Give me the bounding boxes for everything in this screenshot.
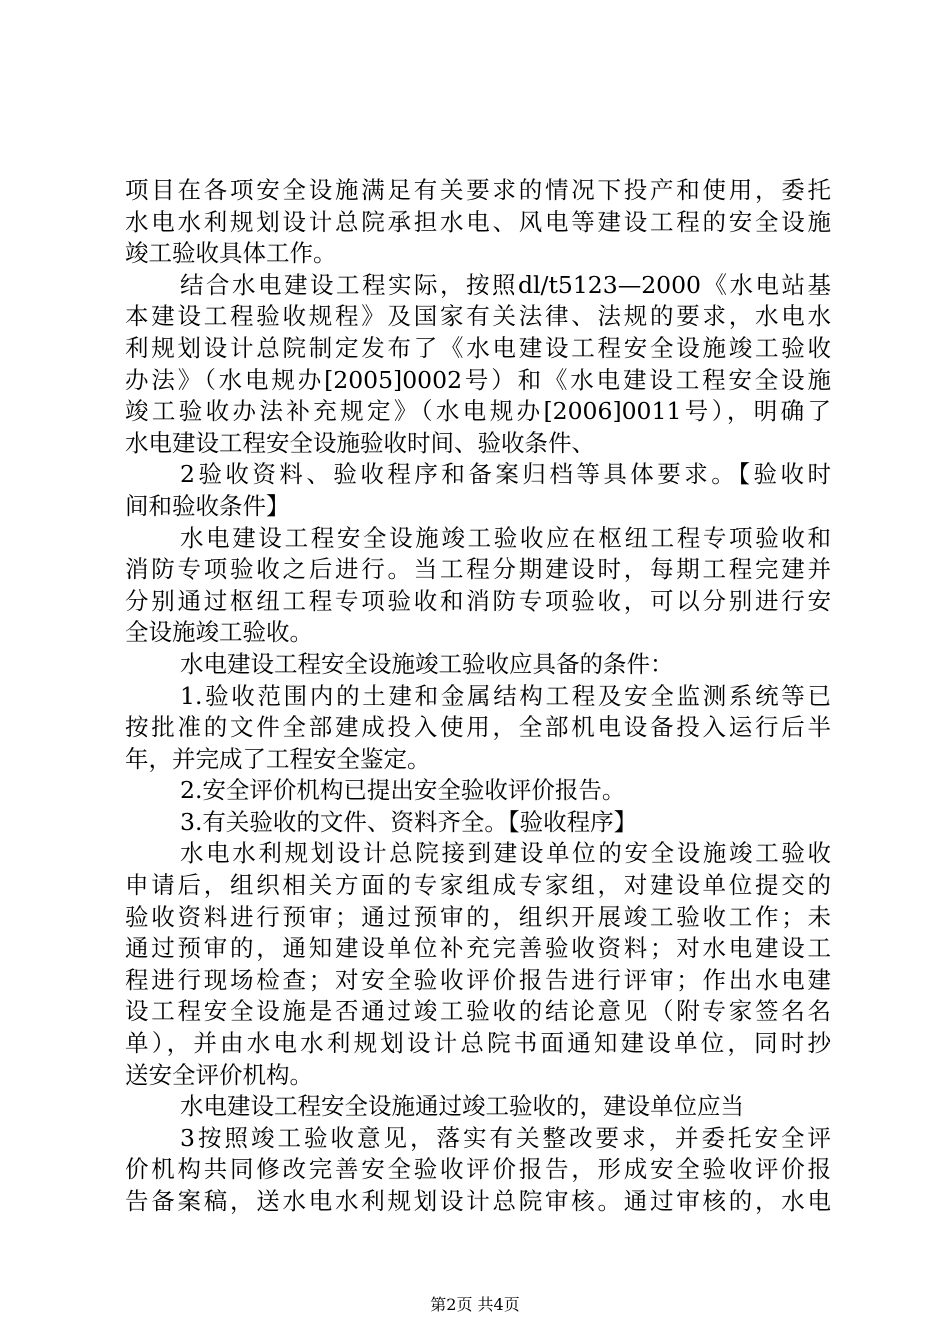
text-line: 2.安全评价机构已提出安全验收评价报告。 bbox=[180, 776, 626, 805]
text-line: 告备案稿，送水电水利规划设计总院审核。通过审核的，水电 bbox=[125, 1187, 831, 1215]
text-line: 水电建设工程安全设施通过竣工验收的，建设单位应当 bbox=[180, 1092, 744, 1121]
text-line: 办法》（水电规办[2005]0002号）和《水电建设工程安全设施 bbox=[125, 365, 831, 394]
text-line: 验收资料进行预审；通过预审的，组织开展竣工验收工作；未 bbox=[125, 902, 831, 931]
text-line: 水电水利规划设计总院接到建设单位的安全设施竣工验收 bbox=[180, 839, 831, 868]
text-line: 水电建设工程安全设施竣工验收应在枢纽工程专项验收和 bbox=[180, 523, 831, 552]
text-line: 年，并完成了工程安全鉴定。 bbox=[125, 744, 431, 773]
text-line: 送安全评价机构。 bbox=[125, 1060, 313, 1089]
text-line: 设工程安全设施是否通过竣工验收的结论意见（附专家签名名 bbox=[125, 997, 831, 1026]
text-line: 竣工验收具体工作。 bbox=[125, 239, 337, 268]
text-line: 价机构共同修改完善安全验收评价报告，形成安全验收评价报 bbox=[125, 1155, 831, 1184]
text-line: 水电水利规划设计总院承担水电、风电等建设工程的安全设施 bbox=[125, 207, 831, 236]
text-line: 1.验收范围内的土建和金属结构工程及安全监测系统等已 bbox=[180, 681, 831, 710]
text-line: 通过预审的，通知建设单位补充完善验收资料；对水电建设工 bbox=[125, 934, 831, 963]
text-line: 结合水电建设工程实际，按照dl/t5123—2000《水电站基 bbox=[180, 270, 831, 299]
text-line: 分别通过枢纽工程专项验收和消防专项验收，可以分别进行安 bbox=[125, 586, 831, 615]
text-line: 利规划设计总院制定发布了《水电建设工程安全设施竣工验收 bbox=[125, 333, 831, 362]
text-line: 水电建设工程安全设施验收时间、验收条件、 bbox=[125, 428, 595, 457]
text-line: 消防专项验收之后进行。当工程分期建设时，每期工程完建并 bbox=[125, 555, 831, 584]
text-line: 水电建设工程安全设施竣工验收应具备的条件： bbox=[180, 649, 674, 678]
page-number-footer: 第2页 共4页 bbox=[430, 1295, 520, 1314]
text-line: 全设施竣工验收。 bbox=[125, 618, 313, 647]
text-line: 项目在各项安全设施满足有关要求的情况下投产和使用，委托 bbox=[125, 176, 831, 204]
body-text bbox=[125, 175, 831, 1218]
text-line: 间和验收条件】 bbox=[125, 491, 290, 520]
text-line: 竣工验收办法补充规定》（水电规办[2006]0011号），明确了 bbox=[125, 397, 831, 426]
text-line: 申请后，组织相关方面的专家组成专家组，对建设单位提交的 bbox=[125, 871, 831, 900]
text-line: 3.有关验收的文件、资料齐全。【验收程序】 bbox=[180, 807, 638, 836]
text-line: 本建设工程验收规程》及国家有关法律、法规的要求，水电水 bbox=[125, 302, 831, 331]
text-line: 单），并由水电水利规划设计总院书面通知建设单位，同时抄 bbox=[125, 1029, 831, 1058]
text-line: 按批准的文件全部建成投入使用，全部机电设备投入运行后半 bbox=[125, 713, 831, 742]
text-line: 3按照竣工验收意见，落实有关整改要求，并委托安全评 bbox=[180, 1123, 831, 1152]
text-line: 程进行现场检查；对安全验收评价报告进行评审；作出水电建 bbox=[125, 965, 831, 994]
text-line: 2验收资料、验收程序和备案归档等具体要求。【验收时 bbox=[180, 460, 831, 489]
